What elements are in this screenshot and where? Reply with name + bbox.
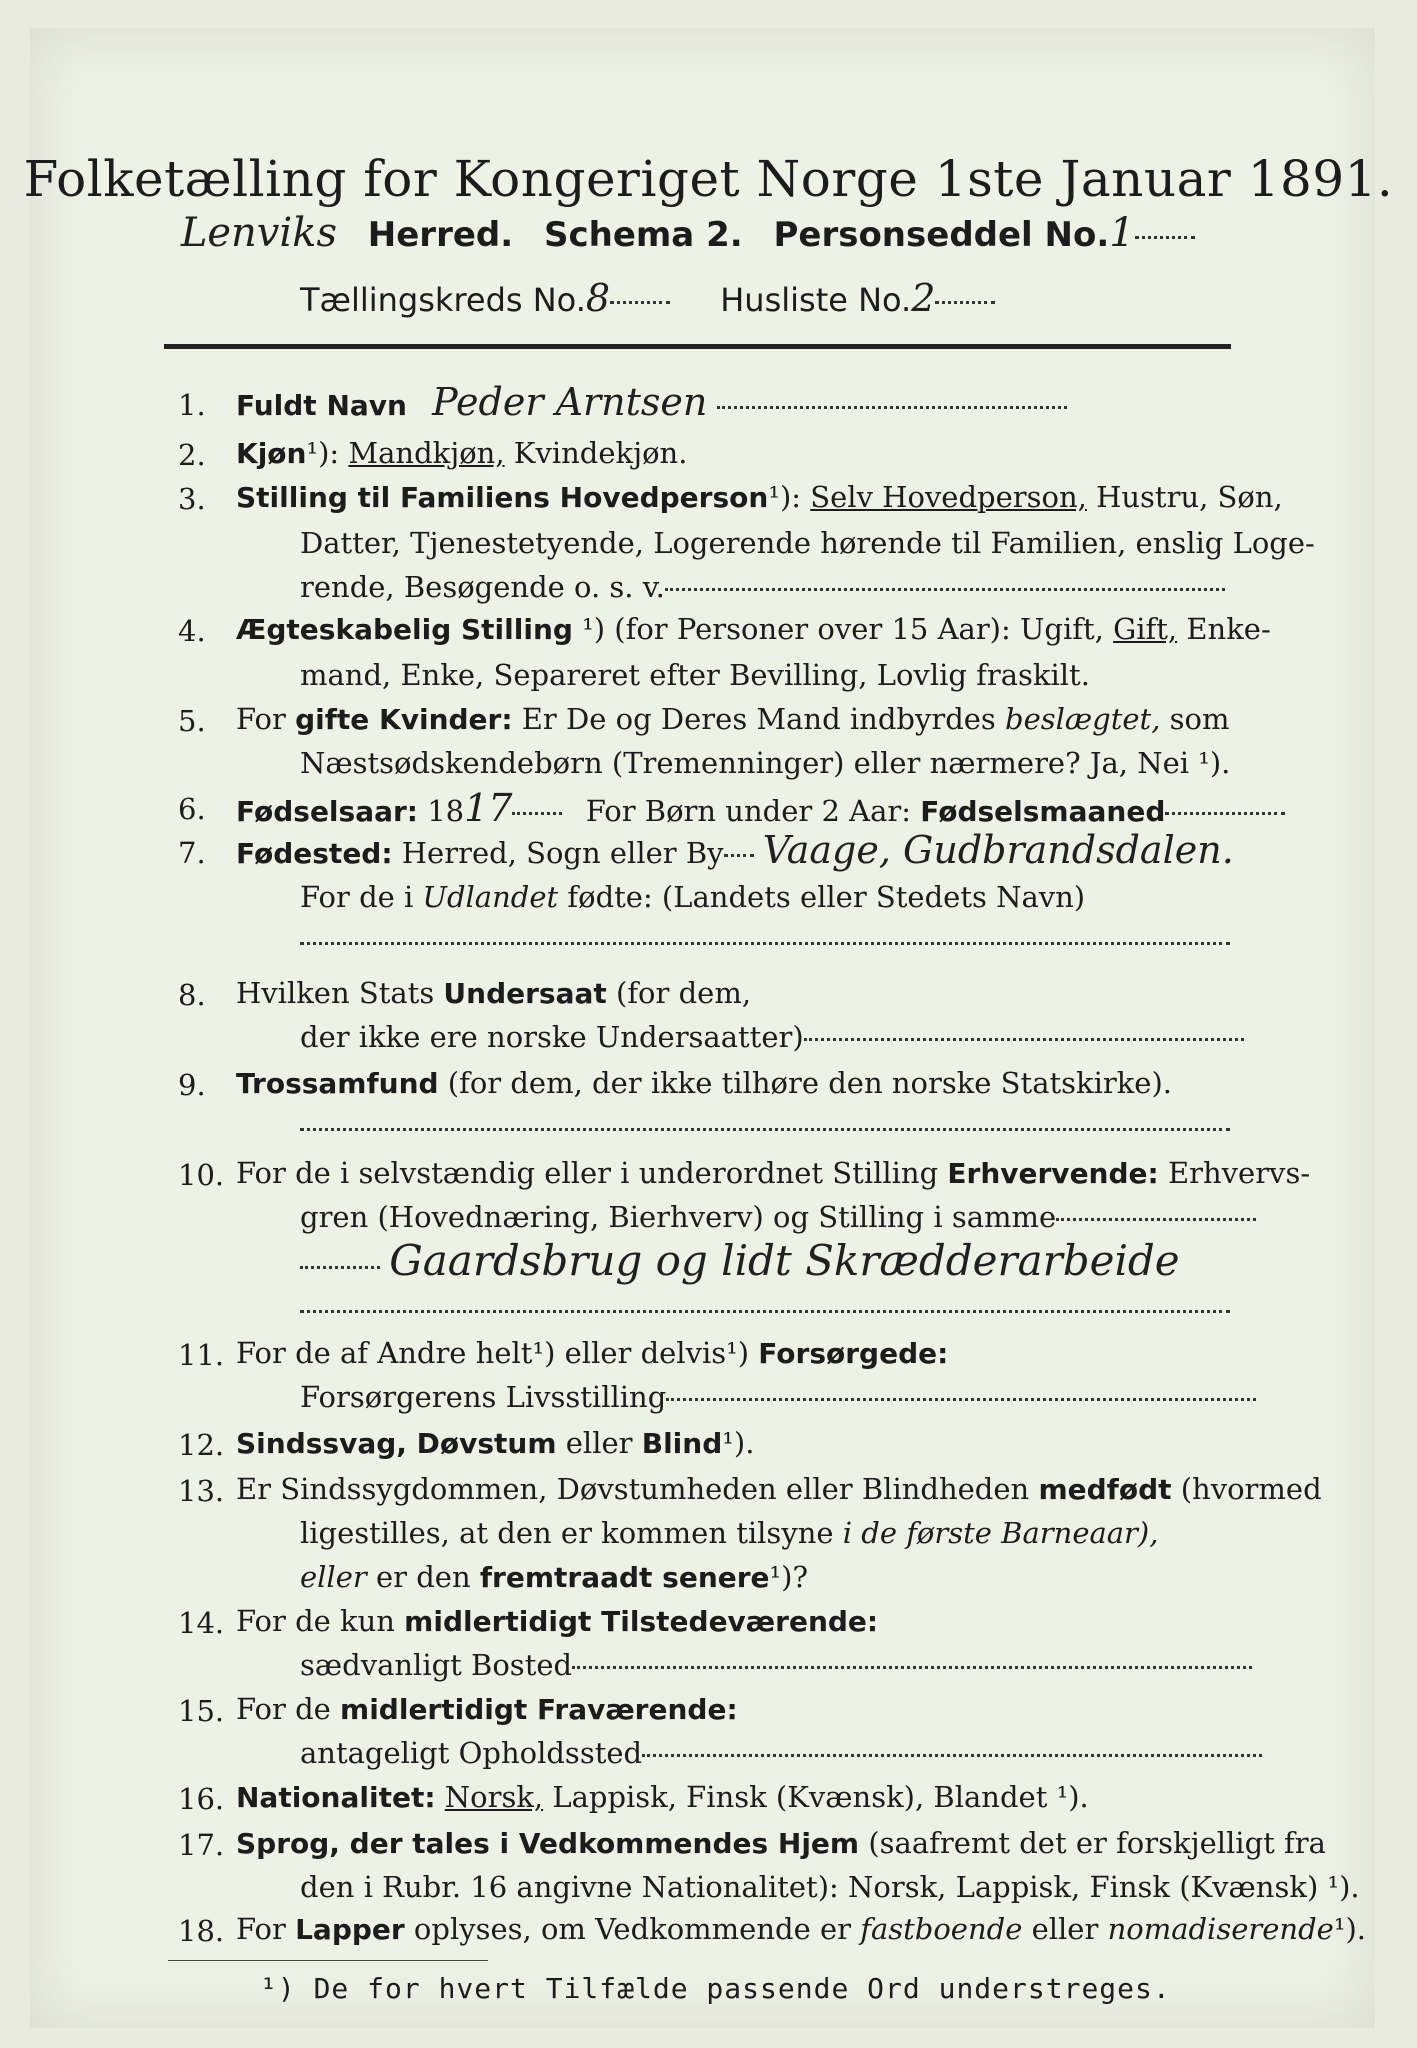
item-5-text: For	[236, 702, 286, 736]
footnote: ¹) De for hvert Tilfælde passende Ord understreges.	[260, 1972, 1171, 2005]
footnote-mark: ¹)	[726, 1336, 750, 1370]
item-10-label: Erhvervende:	[947, 1157, 1159, 1190]
item-5-line2: Næstsødskendebørn (Tremenninger) eller nærmere? Ja, Nei ¹).	[300, 746, 1231, 780]
item-17-text: (saafremt det er forskjelligt fra	[868, 1826, 1326, 1860]
footnote-rule	[168, 1960, 488, 1961]
item-13-label: medfødt	[1038, 1473, 1172, 1506]
husliste-label: Husliste No.	[720, 281, 912, 319]
item-6-value: 17	[464, 786, 513, 830]
item-1-value: Peder Arntsen	[432, 380, 708, 424]
schema-label: Schema 2.	[543, 215, 743, 255]
item-3-line3-text: rende, Besøgende o. s. v.	[300, 570, 665, 604]
item-14-line2	[300, 1648, 1252, 1682]
item-2-option-female: Kvindekjøn.	[513, 436, 688, 470]
item-7-line2	[300, 880, 1085, 914]
footnote-mark: ¹):	[768, 480, 802, 514]
item-7-blank	[300, 924, 1230, 958]
item-number-5: 5.	[178, 704, 206, 738]
item-3-options: Hustru, Søn,	[1096, 480, 1283, 514]
item-number-1: 1.	[178, 388, 206, 422]
item-6-month-label: Fødselsmaaned	[920, 795, 1166, 828]
item-18-emph1: fastboende	[860, 1912, 1023, 1946]
item-12-label2: Blind	[641, 1427, 723, 1460]
item-14-line2-text: sædvanligt Bosted	[300, 1648, 573, 1682]
item-13-line2	[300, 1516, 1158, 1550]
item-7-label: Fødested:	[236, 837, 393, 870]
item-6-century: 18	[427, 794, 465, 828]
item-9	[236, 1066, 1172, 1100]
item-10-line2	[300, 1200, 1256, 1234]
item-4-text-end: Enke-	[1186, 612, 1271, 646]
item-10-text: For de i selvstændig eller i underordnet Stilling	[236, 1156, 939, 1190]
item-6-label: Fødselsaar:	[236, 795, 418, 828]
item-12-text: eller	[565, 1426, 633, 1460]
item-number-15: 15.	[178, 1694, 225, 1728]
item-2	[236, 436, 687, 470]
item-10-value: Gaardsbrug og lidt Skrædderarbeide	[389, 1236, 1180, 1285]
footnote-mark: ¹).	[1333, 1912, 1366, 1946]
item-6	[236, 786, 1285, 830]
item-4-label: Ægteskabelig Stilling	[236, 613, 573, 646]
item-11-line2-text: Forsørgerens Livsstilling	[300, 1380, 667, 1414]
herred-line	[170, 210, 1195, 256]
personseddel-label: Personseddel No.	[773, 215, 1110, 255]
kreds-label: Tællingskreds No.	[300, 281, 586, 319]
item-6-child-label: For Børn under 2 Aar:	[585, 794, 912, 828]
item-3-line2: Datter, Tjenestetyende, Logerende hørende til Familien, enslig Loge-	[300, 526, 1315, 560]
item-10	[236, 1156, 1310, 1190]
item-8-text-end: (for dem,	[616, 976, 752, 1010]
item-15	[236, 1692, 738, 1726]
herred-label: Herred.	[367, 215, 514, 255]
item-8-label: Undersaat	[443, 977, 607, 1010]
item-3-option-selected: Selv Hovedperson,	[810, 480, 1087, 514]
item-5-question: Er De og Deres Mand indbyrdes	[521, 702, 996, 736]
item-3	[236, 480, 1283, 514]
item-number-8: 8.	[178, 978, 206, 1012]
item-18	[236, 1912, 1366, 1946]
item-7	[236, 828, 1234, 872]
item-number-7: 7.	[178, 836, 206, 870]
item-8	[236, 976, 751, 1010]
item-number-16: 16.	[178, 1782, 225, 1816]
item-10-blank	[300, 1292, 1230, 1326]
item-11-text: For de af Andre helt	[236, 1336, 533, 1370]
item-11	[236, 1336, 948, 1370]
item-16-option-selected: Norsk,	[444, 1780, 544, 1814]
item-11-label: Forsørgede:	[758, 1337, 949, 1370]
item-2-label: Kjøn	[236, 437, 307, 470]
item-5-emph: beslægtet,	[1005, 702, 1161, 736]
item-9-blank	[300, 1110, 1230, 1144]
herred-value: Lenviks	[180, 210, 337, 256]
item-number-3: 3.	[178, 482, 206, 516]
item-number-9: 9.	[178, 1068, 206, 1102]
item-3-line3	[300, 570, 1225, 604]
item-4-option-selected: Gift,	[1113, 612, 1178, 646]
item-number-17: 17.	[178, 1828, 225, 1862]
item-number-13: 13.	[178, 1474, 225, 1508]
item-4-text: ¹) (for Personer over 15 Aar): Ugift,	[582, 612, 1104, 646]
item-13-line3	[300, 1560, 808, 1594]
item-15-line2-text: antageligt Opholdssted	[300, 1736, 643, 1770]
item-16-options: Lappisk, Finsk (Kvænsk), Blandet ¹).	[552, 1780, 1089, 1814]
item-1-label: Fuldt Navn	[236, 389, 407, 422]
item-9-label: Trossamfund	[236, 1067, 439, 1100]
item-13-line3-label: fremtraadt senere	[479, 1561, 770, 1594]
item-10-line3	[300, 1236, 1180, 1285]
item-13-end: (hvormed	[1180, 1472, 1322, 1506]
item-16	[236, 1780, 1089, 1814]
item-13-text: Er Sindssygdommen, Døvstumheden eller Blindheden	[236, 1472, 1030, 1506]
footnote-mark: ¹).	[722, 1426, 755, 1460]
footnote-mark: ¹):	[306, 436, 340, 470]
item-18-text2: oplyses, om Vedkommende er	[413, 1912, 851, 1946]
item-5-end: som	[1169, 702, 1230, 736]
item-11-line2	[300, 1380, 1256, 1414]
item-10-line2-text: gren (Hovednæring, Bierhverv) og Stilling i samme	[300, 1200, 1057, 1234]
item-7-line2-a: For de i	[300, 880, 414, 914]
item-8-line2-text: der ikke ere norske Undersaatter)	[300, 1020, 804, 1054]
item-8-text: Hvilken Stats	[236, 976, 435, 1010]
item-3-label: Stilling til Familiens Hovedperson	[236, 481, 769, 514]
item-number-18: 18.	[178, 1914, 225, 1948]
item-number-4: 4.	[178, 614, 206, 648]
header-rule	[164, 344, 1231, 349]
item-14-text: For de kun	[236, 1604, 395, 1638]
item-15-line2	[300, 1736, 1262, 1770]
personseddel-value: 1	[1109, 210, 1135, 256]
item-number-10: 10.	[178, 1158, 225, 1192]
item-7-line2-c: fødte: (Landets eller Stedets Navn)	[567, 880, 1086, 914]
item-number-12: 12.	[178, 1428, 225, 1462]
item-17-label: Sprog, der tales i Vedkommendes Hjem	[236, 1827, 860, 1860]
item-number-14: 14.	[178, 1606, 225, 1640]
item-13-line3-a: eller	[300, 1560, 367, 1594]
item-number-11: 11.	[178, 1338, 225, 1372]
footnote-mark: ¹)?	[769, 1560, 809, 1594]
item-13-line3-b: er den	[375, 1560, 471, 1594]
item-7-text: Herred, Sogn eller By	[401, 836, 724, 870]
item-14-label: midlertidigt Tilstedeværende:	[404, 1605, 879, 1638]
item-15-text: For de	[236, 1692, 331, 1726]
item-13-line2-emph: i de første Barneaar),	[842, 1516, 1159, 1550]
item-1	[236, 380, 1067, 424]
item-2-option-male: Mandkjøn,	[348, 436, 505, 470]
item-8-line2	[300, 1020, 1244, 1054]
item-9-text: (for dem, der ikke tilhøre den norske Statskirke).	[447, 1066, 1173, 1100]
item-7-line2-b: Udlandet	[422, 880, 559, 914]
item-16-label: Nationalitet:	[236, 1781, 436, 1814]
item-5-label: gifte Kvinder:	[295, 703, 513, 736]
kreds-line	[300, 276, 995, 320]
item-number-6: 6.	[178, 792, 206, 826]
item-10-end: Erhvervs-	[1167, 1156, 1311, 1190]
kreds-value: 8	[585, 276, 611, 320]
item-14	[236, 1604, 878, 1638]
item-18-text: For	[236, 1912, 286, 1946]
item-13	[236, 1472, 1322, 1506]
form-title: Folketælling for Kongeriget Norge 1ste Januar 1891.	[23, 150, 1394, 208]
item-11-text2: ¹) eller delvis	[532, 1336, 727, 1370]
item-17	[236, 1826, 1326, 1860]
item-4-line2: mand, Enke, Separeret efter Bevilling, Lovlig fraskilt.	[300, 658, 1090, 692]
item-12	[236, 1426, 754, 1460]
item-5	[236, 702, 1230, 736]
husliste-value: 2	[911, 276, 936, 320]
item-18-label: Lapper	[295, 1913, 405, 1946]
item-number-2: 2.	[178, 438, 206, 472]
item-18-text3: eller	[1031, 1912, 1099, 1946]
item-4	[236, 612, 1271, 646]
item-18-emph2: nomadiserende	[1107, 1912, 1334, 1946]
item-12-label: Sindssvag, Døvstum	[236, 1427, 557, 1460]
item-15-label: midlertidigt Fraværende:	[340, 1693, 738, 1726]
item-17-line2: den i Rubr. 16 angivne Nationalitet): Norsk, Lappisk, Finsk (Kvænsk) ¹).	[300, 1870, 1360, 1904]
item-7-value: Vaage, Gudbrandsdalen.	[762, 828, 1234, 872]
item-13-line2-text: ligestilles, at den er kommen tilsyne	[300, 1516, 834, 1550]
